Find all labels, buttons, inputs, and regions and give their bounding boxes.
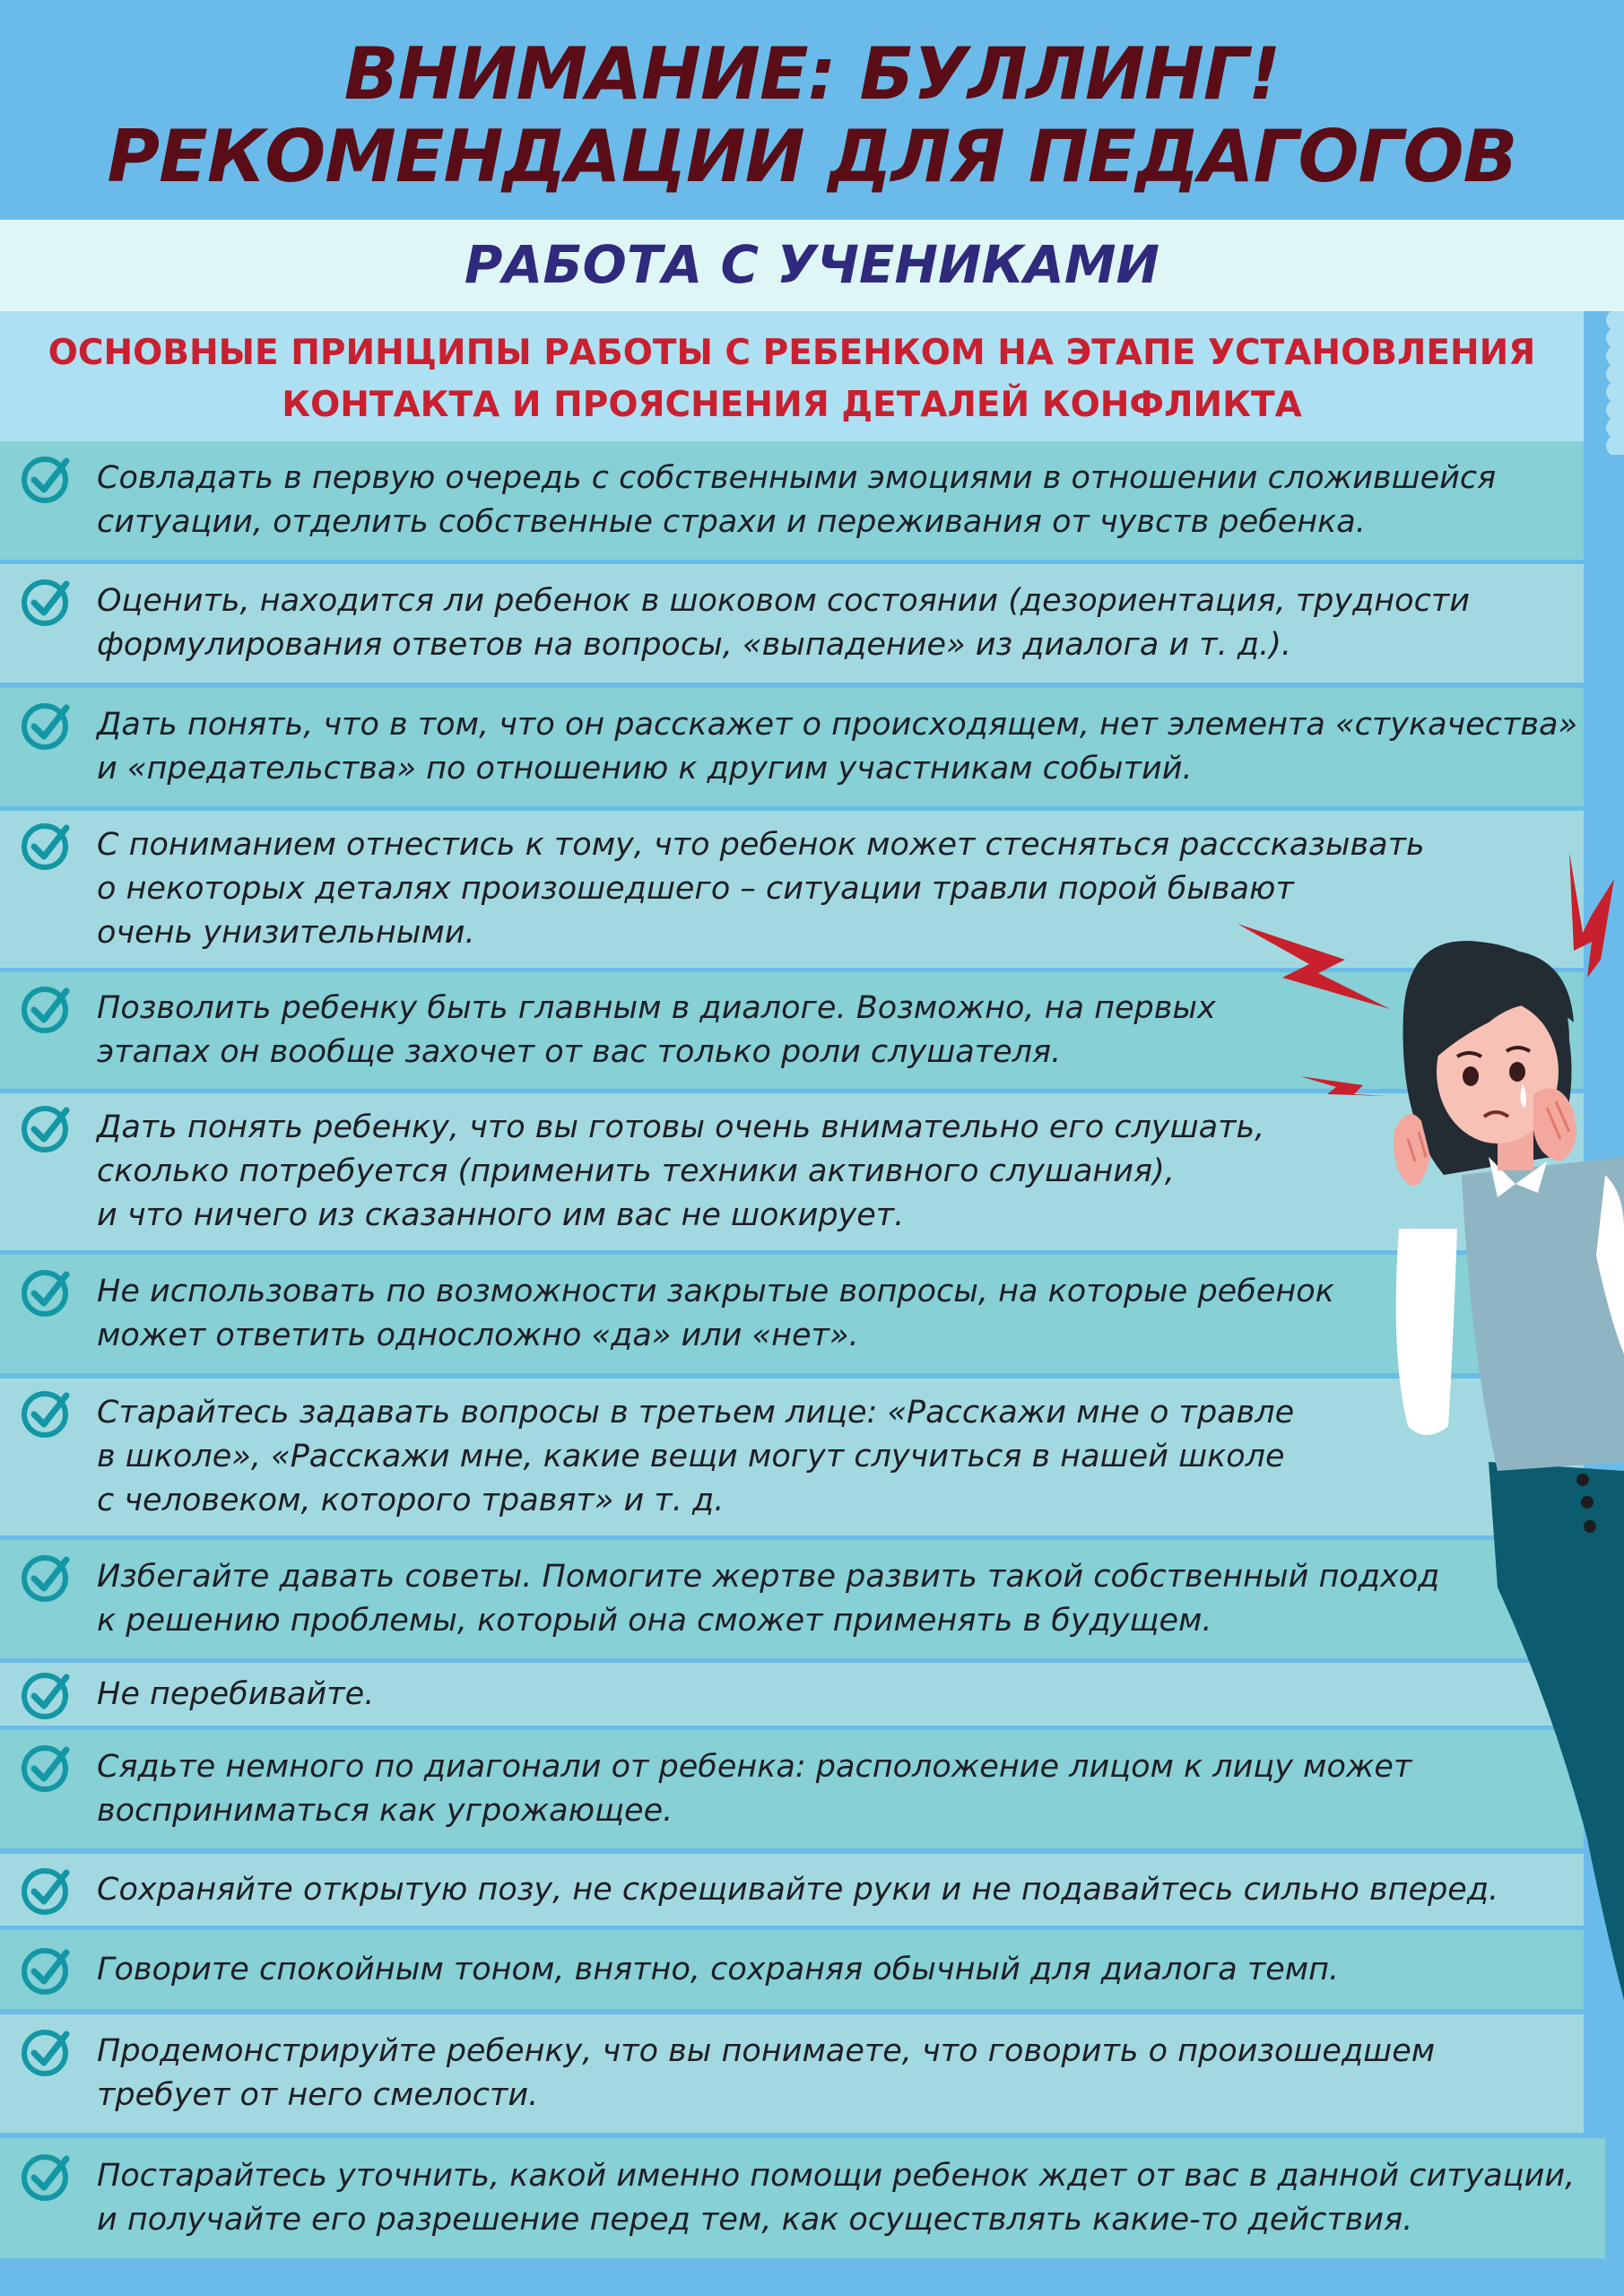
list-item-text: Дать понять, что в том, что он расскажет о происходящем, нет элемента «стукачества» и «предательства» по отношению к другим участникам событий.	[97, 707, 1578, 787]
list-item-text: Совладать в первую очередь с собственными эмоциями в отношении сложившейся ситуации, отделить собственные страхи и переживания от чувств ребенка.	[97, 460, 1497, 540]
check-circle-icon	[20, 452, 72, 504]
check-circle-icon	[20, 819, 72, 871]
list-item-text: Избегайте давать советы. Помогите жертве развить такой собственный подход к решению проблемы, который она сможет применять в будущем.	[97, 1559, 1440, 1639]
check-circle-icon	[20, 1864, 72, 1916]
check-circle-icon	[20, 2150, 72, 2202]
upset-girl-illustration	[1229, 852, 1624, 2045]
list-item-text: Оценить, находится ли ребенок в шоковом состоянии (дезориентация, трудности формулирования ответов на вопросы, «выпадение» из диалога и т. д.).	[97, 583, 1470, 663]
principles-title	[0, 327, 1584, 431]
list-item-text: Позволить ребенку быть главным в диалоге. Возможно, на первых этапах он вообще захочет от вас только роли слушателя.	[97, 990, 1216, 1070]
check-circle-icon	[20, 1551, 72, 1603]
list-item-text: Старайтесь задавать вопросы в третьем лице: «Расскажи мне о травле в школе», «Расскажи мне, какие вещи могут случиться в нашей школе с человеком, которого травят» и т. д.	[97, 1395, 1295, 1518]
header	[0, 0, 1624, 220]
check-circle-icon	[20, 1265, 72, 1318]
list-item	[0, 564, 1584, 683]
principles-title-line-2: КОНТАКТА И ПРОЯСНЕНИЯ ДЕТАЛЕЙ КОНФЛИКТА	[282, 385, 1302, 425]
lightning-bolt-1	[1238, 924, 1390, 1009]
check-circle-icon	[20, 2025, 72, 2077]
section-title: РАБОТА С УЧЕНИКАМИ	[464, 234, 1160, 295]
list-item	[0, 688, 1584, 806]
list-item-text: Не использовать по возможности закрытые вопросы, на которые ребенок может ответить односложно «да» или «нет».	[97, 1274, 1334, 1353]
list-item-text: Дать понять ребенку, что вы готовы очень внимательно его слушать, сколько потребуется (применить техники активного слушания), и что ничего из сказанного им вас не шокирует.	[97, 1109, 1265, 1233]
list-item-text: Сохраняйте открытую позу, не скрещивайте руки и не подавайтесь сильно вперед.	[97, 1872, 1499, 1908]
check-circle-icon	[20, 699, 72, 751]
list-item-text: Продемонстрируйте ребенку, что вы понимаете, что говорить о произошедшем требует от него смелости.	[97, 2033, 1436, 2113]
check-circle-icon	[20, 982, 72, 1034]
lightning-bolt-3	[1300, 1076, 1385, 1096]
list-item	[0, 2138, 1605, 2258]
lightning-bolt-2	[1569, 852, 1614, 978]
check-circle-icon	[20, 1741, 72, 1793]
list-item-text: Сядьте немного по диагонали от ребенка: расположение лицом к лицу может восприниматься как угрожающее.	[97, 1749, 1412, 1829]
check-circle-icon	[20, 1944, 72, 1996]
wavy-edge-decoration	[1584, 311, 1624, 455]
check-circle-icon	[20, 1668, 72, 1720]
list-item	[0, 441, 1584, 560]
list-item-text: С пониманием отнестись к тому, что ребенок может стесняться расссказывать о некоторых деталях произошедшего – ситуации травли порой бывают очень унизительными.	[97, 827, 1425, 951]
list-item-text: Не перебивайте.	[97, 1676, 375, 1712]
title-line-2: РЕКОМЕНДАЦИИ ДЛЯ ПЕДАГОГОВ	[107, 115, 1517, 198]
title-line-1: ВНИМАНИЕ: БУЛЛИНГ!	[343, 32, 1281, 116]
list-item-text: Говорите спокойным тоном, внятно, сохраняя обычный для диалога темп.	[97, 1952, 1340, 1987]
principles-title-line-1: ОСНОВНЫЕ ПРИНЦИПЫ РАБОТЫ С РЕБЕНКОМ НА ЭТАПЕ УСТАНОВЛЕНИЯ	[48, 333, 1536, 373]
check-circle-icon	[20, 1101, 72, 1153]
list-item-text: Постарайтесь уточнить, какой именно помощи ребенок ждет от вас в данной ситуации, и получайте его разрешение перед тем, как осуществлять какие-то действия.	[97, 2158, 1576, 2238]
check-circle-icon	[20, 575, 72, 627]
check-circle-icon	[20, 1387, 72, 1439]
